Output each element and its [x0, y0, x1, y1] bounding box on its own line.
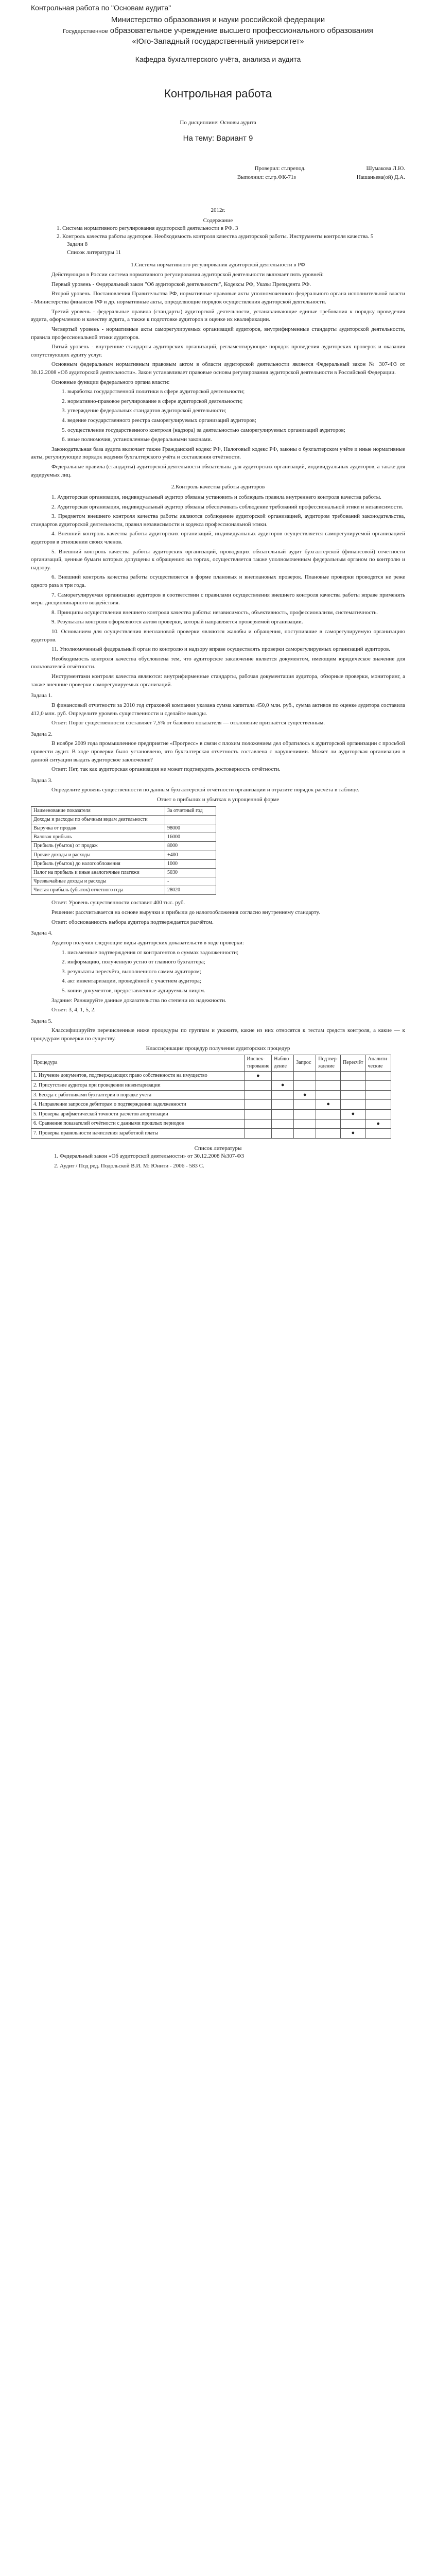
- table-header-row: [31, 1055, 391, 1071]
- numbered-item: 4. акт инвентаризации, проведённой с участием аудитора;: [62, 978, 201, 985]
- mark-cell: [365, 1100, 391, 1110]
- section-2-title: 2.Контроль качества работы аудиторов: [171, 484, 265, 490]
- mark-cell: [316, 1129, 341, 1139]
- section-1-closing: [31, 446, 405, 479]
- task-text: Ответ: Нет, так как аудиторская организация не может подтвердить достоверность отчётности.: [51, 766, 281, 773]
- mark-cell: ●: [272, 1081, 294, 1091]
- paragraph: Основным федеральным нормативным правовым актом в области аудиторской деятельности является Федеральный закон № 307-ФЗ от 30.12.2008 «Об аудиторской деятельности». Закон устанавливает правовые основы регулирования аудиторской деятельности в Российской Федерации.: [31, 361, 405, 376]
- mark-cell: [272, 1129, 294, 1139]
- numbered-item: 3. результаты пересчёта, выполненного самим аудитором;: [62, 968, 201, 975]
- table-row: [31, 824, 216, 833]
- function-item: 5. осуществление государственного контроля (надзора) за деятельностью саморегулируемых организаций аудиторов;: [62, 427, 345, 433]
- institution-line: [31, 25, 405, 36]
- toc-item: 2. Контроль качества работы аудиторов. Необходимость контроля качества аудиторской работы. Инструменты контроля качества. 5: [57, 233, 374, 240]
- table-row: [31, 1119, 391, 1129]
- paragraph: 2. Аудиторская организация, индивидуальный аудитор обязаны обеспечивать соблюдение требований профессиональной этики и независимости.: [51, 503, 404, 510]
- paragraph: 4. Внешний контроль качества работы аудиторских организаций, индивидуальных аудиторов осуществляется саморегулируемой организацией аудиторов в отношении своих членов.: [31, 531, 405, 545]
- section-1-functions: [31, 388, 405, 444]
- table-cell: 5030: [165, 868, 216, 877]
- ministry-line: Министерство образования и науки российской федерации: [111, 15, 325, 24]
- signature-role: Выполнил: ст.гр.ФК-71з: [237, 174, 296, 181]
- task-title: Задача 1.: [31, 692, 53, 699]
- table-of-contents: [31, 225, 405, 257]
- table-row: [31, 868, 216, 877]
- table-cell: Доходы и расходы по обычным видам деятельности: [31, 815, 165, 824]
- function-item: 6. иные полномочия, установленные федеральными законами.: [62, 436, 212, 443]
- table-cell: 1000: [165, 859, 216, 868]
- mark-cell: [341, 1090, 365, 1100]
- paragraph: Пятый уровень - внутренние стандарты аудиторских организаций, регламентирующие порядок проведения аудиторских проверок и оказания сопутствующих аудиту услуг.: [31, 344, 405, 358]
- institution-name: образовательное учреждение высшего профессионального образования: [110, 26, 373, 36]
- mark-cell: [365, 1090, 391, 1100]
- mark-cell: [316, 1090, 341, 1100]
- paragraph: 7. Саморегулируемая организация аудиторов в соответствии с правилами осуществления внешнего контроля качества работы вправе применять меры дисциплинарного воздействия.: [31, 591, 405, 606]
- mark-cell: [316, 1119, 341, 1129]
- reference-item: 2. Аудит / Под ред. Подольской В.И. М: Юнити - 2006 - 583 С.: [54, 1163, 204, 1170]
- work-title: Контрольная работа: [164, 87, 272, 100]
- table-cell: Прибыль (убыток) от продаж: [31, 842, 165, 851]
- section-1-title: 1.Система нормативного регулирования аудиторской деятельности в РФ: [131, 261, 305, 268]
- paragraph: Первый уровень - Федеральный закон "Об аудиторской деятельности", Кодексы РФ, Указы Президента РФ.: [51, 281, 311, 287]
- paragraph: 11. Уполномоченный федеральный орган по контролю и надзору вправе осуществлять проверки саморегулируемых организаций аудиторов.: [51, 646, 391, 653]
- signature-name: Нашаньева(ой) Д.А.: [356, 174, 405, 181]
- mark-cell: [365, 1110, 391, 1120]
- paragraph: 1. Аудиторская организация, индивидуальный аудитор обязаны установить и соблюдать правила внутреннего контроля качества работы.: [51, 494, 381, 500]
- numbered-item: 2. информацию, полученную устно от главного бухгалтера;: [62, 959, 205, 965]
- table-header-cell: Запрос: [294, 1055, 316, 1071]
- mark-cell: [272, 1119, 294, 1129]
- paragraph: Второй уровень. Постановления Правительства РФ, нормативные правовые акты уполномоченного федерального органа исполнительной власти - Министерства финансов РФ и др. нормативные акты, определяющие порядок осуществления аудиторской деятельности.: [31, 291, 405, 306]
- toc-item: Задачи 8: [67, 241, 88, 248]
- table-cell: Налог на прибыль и иные аналогичные платежи: [31, 868, 165, 877]
- paragraph: 10. Основанием для осуществления внеплановой проверки являются жалобы и обращения, поступившие в саморегулируемую организацию аудиторов.: [31, 629, 405, 643]
- paragraph: Необходимость контроля качества обусловлена тем, что аудиторское заключение является документом, имеющим юридическое значение для пользователей отчётности.: [31, 655, 405, 670]
- mark-cell: [245, 1129, 272, 1139]
- references-title: Список литературы: [194, 1145, 242, 1151]
- table-row: [31, 1110, 391, 1120]
- table-header-cell: Наблю-дение: [272, 1055, 294, 1071]
- procedure-label: 7. Проверка правильности начисления заработной платы: [31, 1129, 245, 1139]
- mark-cell: [245, 1090, 272, 1100]
- table-row: [31, 1129, 391, 1139]
- mark-cell: [245, 1100, 272, 1110]
- mark-cell: [272, 1110, 294, 1120]
- function-item: 3. утверждение федеральных стандартов аудиторской деятельности;: [62, 408, 226, 414]
- mark-cell: [316, 1110, 341, 1120]
- signature-value: [320, 165, 367, 173]
- task-text: Ответ: 3, 4, 1, 5, 2.: [51, 1007, 96, 1013]
- toc-title: Содержание: [203, 217, 233, 224]
- table-row: [31, 877, 216, 886]
- mark-cell: [294, 1119, 316, 1129]
- procedure-label: 1. Изучение документов, подтверждающих право собственности на имущество: [31, 1071, 245, 1081]
- task-text: Ответ: обоснованность выбора аудитора подтверждается расчётом.: [51, 919, 214, 925]
- mark-cell: [294, 1071, 316, 1081]
- paragraph: Инструментами контроля качества являются: внутрифирменные стандарты, рабочая документация аудитора, обзорные проверки, мониторинг, а также внешние проверки саморегулируемых организаций.: [31, 673, 405, 688]
- task-text: В финансовый отчетности за 2010 год страховой компании указана сумма капитала 450,0 млн. руб., сумма активов по оценке аудитора составила 412,0 млн. руб. Определите уровень существенности и сделайте выводы.: [31, 702, 405, 717]
- task-text: В ноябре 2009 года промышленное предприятие «Прогресс» в связи с плохим положением дел обратилось к аудиторской организации с просьбой провести аудит. В ходе проверки было установлено, что бухгалтерская отчетность составлена с нарушениями. Может ли аудиторская организация в данной ситуации выдать аудиторское заключение?: [31, 740, 405, 763]
- income-statement-table: [31, 806, 216, 895]
- mark-cell: [272, 1090, 294, 1100]
- procedure-label: 4. Направление запросов дебиторам о подтверждении задолженности: [31, 1100, 245, 1110]
- department: Кафедра бухгалтерского учёта, анализа и аудита: [135, 55, 301, 63]
- mark-cell: [294, 1129, 316, 1139]
- tasks-section: [31, 692, 405, 1139]
- paragraph: Основные функции федерального органа власти:: [51, 379, 170, 385]
- task-title: Задача 2.: [31, 731, 53, 737]
- theme-line: На тему: Вариант 9: [183, 134, 253, 143]
- mark-cell: [294, 1110, 316, 1120]
- table-row: [31, 1081, 391, 1091]
- task-text: Классифицируйте перечисленные ниже процедуры по группам и укажите, какие из них относятся к тестам средств контроля, а какие — к процедурам проверки по существу.: [31, 1027, 405, 1042]
- paragraph: Третий уровень - федеральные правила (стандарты) аудиторской деятельности, устанавливающие единые требования к порядку проведения аудита, оформлению и качеству аудита, а также к подготовке аудиторов и оценке их квалификации.: [31, 308, 405, 323]
- task-title: Задача 4.: [31, 930, 53, 937]
- table-caption: Отчет о прибылях и убытках в упрощенной форме: [156, 796, 280, 803]
- paragraph: 3. Предметом внешнего контроля качества работы являются соблюдение аудиторской организацией, аудитором требований законодательства, стандартов аудиторской деятельности, правил независимости и кодекса профессиональной этики.: [31, 513, 405, 528]
- table-cell: 28020: [165, 886, 216, 895]
- paragraph: 6. Внешний контроль качества работы осуществляется в форме плановых и внеплановых проверок. Плановые проверки проводятся не реже одного раза в три года.: [31, 574, 405, 588]
- table-cell: -: [165, 877, 216, 886]
- table-cell: 8000: [165, 842, 216, 851]
- paragraph: Федеральные правила (стандарты) аудиторской деятельности обязательны для аудиторских организаций, индивидуальных аудиторов, а также для аудируемых лиц.: [31, 464, 405, 478]
- university-name: «Юго-Западный государственный университет»: [132, 37, 304, 46]
- mark-cell: [341, 1119, 365, 1129]
- table-cell: +400: [165, 851, 216, 859]
- table-row: [31, 842, 216, 851]
- section-1-body: [31, 271, 405, 386]
- university-header: [31, 14, 405, 47]
- mark-cell: [316, 1081, 341, 1091]
- task-title: Задача 3.: [31, 777, 53, 784]
- table-header-cell: Пересчёт: [341, 1055, 365, 1071]
- mark-cell: [365, 1081, 391, 1091]
- mark-cell: [294, 1081, 316, 1091]
- table-row: [31, 851, 216, 859]
- numbered-item: 5. копии документов, предоставленные аудируемым лицом.: [62, 987, 205, 994]
- mark-cell: ●: [341, 1129, 365, 1139]
- mark-cell: [272, 1071, 294, 1081]
- table-header-cell: За отчетный год: [165, 806, 216, 815]
- reference-item: 1. Федеральный закон «Об аудиторской деятельности» от 30.12.2008 №307-ФЗ: [54, 1153, 245, 1160]
- paragraph: 8. Принципы осуществления внешнего контроля качества работы: независимость, объективность, профессионализм, систематичность.: [51, 609, 378, 616]
- table-row: [31, 1090, 391, 1100]
- function-item: 1. выработка государственной политики в сфере аудиторской деятельности;: [62, 388, 245, 395]
- table-header-cell: Инспек-тирование: [245, 1055, 272, 1071]
- task-text: Определите уровень существенности по данным бухгалтерской отчётности организации и отразите порядок расчёта в таблице.: [51, 787, 359, 793]
- numbered-item: 1. письменные подтверждения от контрагентов о суммах задолженности;: [62, 949, 239, 956]
- procedures-table: [31, 1055, 391, 1139]
- task-text: Ответ: Уровень существенности составит 400 тыс. руб.: [51, 900, 185, 906]
- table-cell: Выручка от продаж: [31, 824, 165, 833]
- toc-item: 1. Система нормативного регулирования аудиторской деятельности в РФ. 3: [57, 225, 238, 232]
- procedure-label: 3. Беседа с работниками бухгалтерии о порядке учёта: [31, 1090, 245, 1100]
- table-header-row: [31, 806, 216, 815]
- table-header-cell: Процедура: [31, 1055, 245, 1071]
- procedure-label: 2. Присутствие аудитора при проведении инвентаризации: [31, 1081, 245, 1091]
- toc-item: Список литературы 11: [67, 249, 121, 256]
- table-cell: 16000: [165, 833, 216, 842]
- document-title: Контрольная работа по "Основам аудита": [31, 4, 171, 12]
- section-2-body: [31, 494, 405, 689]
- table-row: [31, 859, 216, 868]
- signature-row: [31, 165, 405, 173]
- signature-name: Шумакова Л.Ю.: [366, 165, 405, 172]
- mark-cell: [245, 1110, 272, 1120]
- table-row: [31, 815, 216, 824]
- table-row: [31, 886, 216, 895]
- table-header-cell: Подтвер-ждение: [316, 1055, 341, 1071]
- task-text: Ответ: Порог существенности составляет 7,5% от базового показателя — отклонение признаётся существенным.: [51, 720, 325, 726]
- table-header-cell: Наименование показателя: [31, 806, 165, 815]
- table-cell: 98000: [165, 824, 216, 833]
- document-page: [0, 0, 436, 1188]
- signature-role: Проверил: ст.препод.: [254, 165, 306, 172]
- mark-cell: [316, 1071, 341, 1081]
- table-cell: Чрезвычайные доходы и расходы: [31, 877, 165, 886]
- subject-line: По дисциплине: Основы аудита: [180, 119, 256, 126]
- references-list: [31, 1153, 405, 1170]
- procedure-label: 6. Сравнение показателей отчётности с данными прошлых периодов: [31, 1119, 245, 1129]
- year: 2012г.: [211, 207, 225, 213]
- mark-cell: ●: [316, 1100, 341, 1110]
- mark-cell: [341, 1081, 365, 1091]
- mark-cell: [294, 1100, 316, 1110]
- mark-cell: [245, 1119, 272, 1129]
- paragraph: Законодательная база аудита включает также Гражданский кодекс РФ, Налоговый кодекс РФ, законы о бухгалтерском учёте и иные нормативные акты, регулирующие порядок ведения бухгалтерского учёта и составления отчётности.: [31, 446, 405, 461]
- mark-cell: ●: [341, 1110, 365, 1120]
- table-header-cell: Аналити-ческие: [365, 1055, 391, 1071]
- mark-cell: ●: [294, 1090, 316, 1100]
- procedure-label: 5. Проверка арифметической точности расчётов амортизации: [31, 1110, 245, 1120]
- table-cell: Чистая прибыль (убыток) отчетного года: [31, 886, 165, 895]
- state-prefix: Государственное: [63, 28, 108, 35]
- task-title: Задача 5.: [31, 1018, 53, 1024]
- mark-cell: ●: [365, 1119, 391, 1129]
- paragraph: Действующая в России система нормативного регулирования аудиторской деятельности включает пять уровней:: [51, 272, 324, 278]
- function-item: 2. нормативно-правовое регулирование в сфере аудиторской деятельности;: [62, 398, 243, 404]
- mark-cell: [272, 1100, 294, 1110]
- function-item: 4. ведение государственного реестра саморегулируемых организаций аудиторов;: [62, 417, 256, 424]
- table-caption: Классификация процедур получения аудиторских процедур: [146, 1045, 290, 1052]
- table-cell: Валовая прибыль: [31, 833, 165, 842]
- task-text: Задание: Ранжируйте данные доказательства по степени их надежности.: [51, 997, 226, 1004]
- paragraph: 9. Результаты контроля оформляются актом проверки, который направляется проверяемой организации.: [51, 619, 303, 625]
- mark-cell: [365, 1071, 391, 1081]
- task-text: Аудитор получил следующие виды аудиторских доказательств в ходе проверки:: [51, 939, 244, 946]
- mark-cell: [341, 1071, 365, 1081]
- mark-cell: [341, 1100, 365, 1110]
- signature-row: [31, 174, 405, 182]
- mark-cell: [365, 1129, 391, 1139]
- mark-cell: [245, 1081, 272, 1091]
- table-cell: Прибыль (убыток) до налогообложения: [31, 859, 165, 868]
- task-text: Решение: рассчитывается на основе выручки и прибыли до налогообложения согласно внутреннему стандарту.: [51, 909, 320, 916]
- table-row: [31, 1071, 391, 1081]
- paragraph: Четвертый уровень - нормативные акты саморегулируемых организаций аудиторов, внутрифирменные стандарты аудиторской деятельности, правила профессиональной этики аудиторов.: [31, 326, 405, 341]
- mark-cell: ●: [245, 1071, 272, 1081]
- table-cell: [165, 815, 216, 824]
- signature-value: [310, 174, 357, 182]
- table-row: [31, 1100, 391, 1110]
- table-cell: Прочие доходы и расходы: [31, 851, 165, 859]
- table-row: [31, 833, 216, 842]
- paragraph: 5. Внешний контроль качества работы аудиторских организаций, проводящих обязательный аудит бухгалтерской (финансовой) отчетности организаций, ценные бумаги которых допущены к обращению на торгах, осуществляется также уполномоченным федеральным органом по контролю и надзору.: [31, 548, 405, 571]
